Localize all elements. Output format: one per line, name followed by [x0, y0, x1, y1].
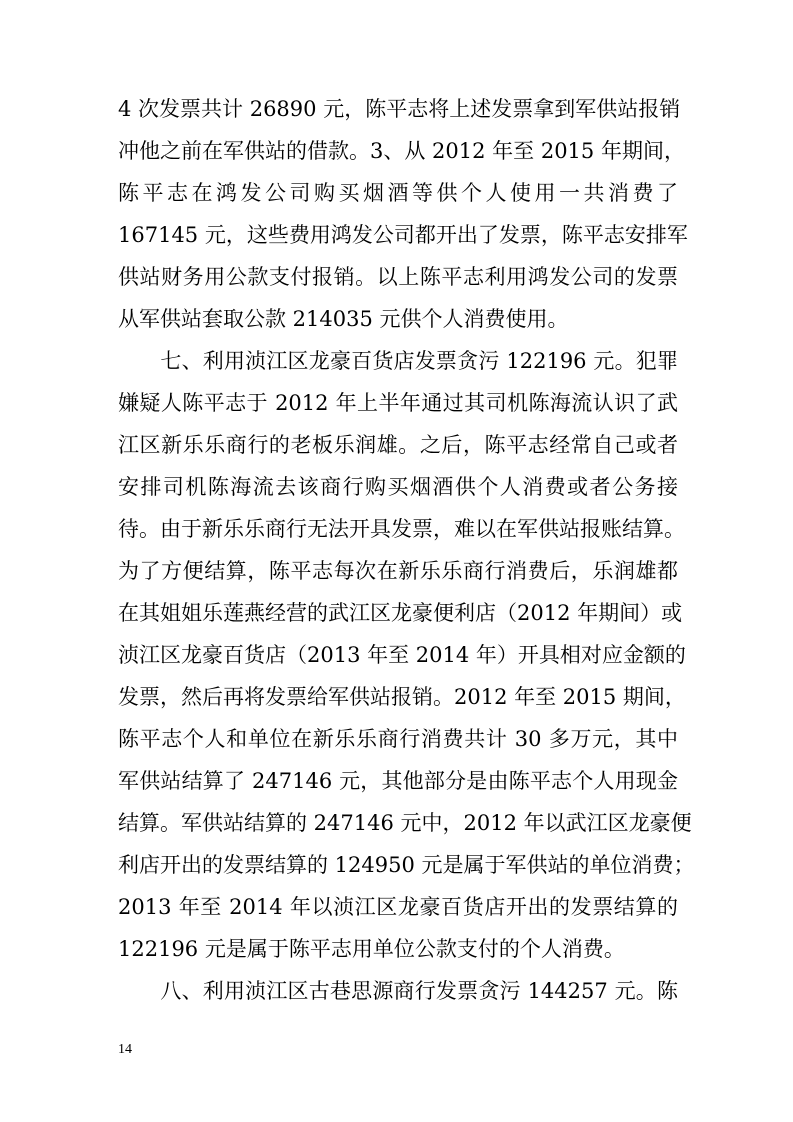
text-line: 七、利用浈江区龙豪百货店发票贪污 122196 元。犯罪 [118, 349, 678, 373]
text-line: 167145 元，这些费用鸿发公司都开出了发票，陈平志安排军 [118, 223, 688, 247]
text-line: 为了方便结算，陈平志每次在新乐乐商行消费后，乐润雄都 [118, 559, 678, 583]
text-line: 待。由于新乐乐商行无法开具发票，难以在军供站报账结算。 [118, 517, 685, 541]
text-line: 陈平志在鸿发公司购买烟酒等供个人使用一共消费了 [118, 181, 678, 205]
text-line: 利店开出的发票结算的 124950 元是属于军供站的单位消费； [118, 853, 695, 877]
text-line: 军供站结算了 247146 元，其他部分是由陈平志个人用现金 [118, 769, 678, 793]
text-line: 结算。军供站结算的 247146 元中，2012 年以武江区龙豪便 [118, 811, 692, 835]
text-line: 2013 年至 2014 年以浈江区龙豪百货店开出的发票结算的 [118, 895, 678, 919]
body-text [118, 88, 695, 1012]
text-line: 冲他之前在军供站的借款。3、从 2012 年至 2015 年期间， [118, 139, 685, 163]
text-line: 从军供站套取公款 214035 元供个人消费使用。 [118, 307, 569, 331]
text-line: 八、利用浈江区古巷思源商行发票贪污 144257 元。陈 [118, 979, 678, 1003]
text-line: 发票，然后再将发票给军供站报销。2012 年至 2015 期间， [118, 685, 686, 709]
text-line: 嫌疑人陈平志于 2012 年上半年通过其司机陈海流认识了武 [118, 391, 678, 415]
text-line: 陈平志个人和单位在新乐乐商行消费共计 30 多万元，其中 [118, 727, 678, 751]
text-line: 供站财务用公款支付报销。以上陈平志利用鸿发公司的发票 [118, 265, 678, 289]
page-number: 14 [118, 1042, 132, 1057]
text-line: 江区新乐乐商行的老板乐润雄。之后，陈平志经常自己或者 [118, 433, 678, 457]
text-line: 安排司机陈海流去该商行购买烟酒供个人消费或者公务接 [118, 475, 678, 499]
text-line: 在其姐姐乐莲燕经营的武江区龙豪便利店（2012 年期间）或 [118, 601, 683, 625]
text-line: 浈江区龙豪百货店（2013 年至 2014 年）开具相对应金额的 [118, 643, 686, 667]
text-line: 4 次发票共计 26890 元，陈平志将上述发票拿到军供站报销 [118, 97, 681, 121]
text-line: 122196 元是属于陈平志用单位公款支付的个人消费。 [118, 937, 625, 961]
